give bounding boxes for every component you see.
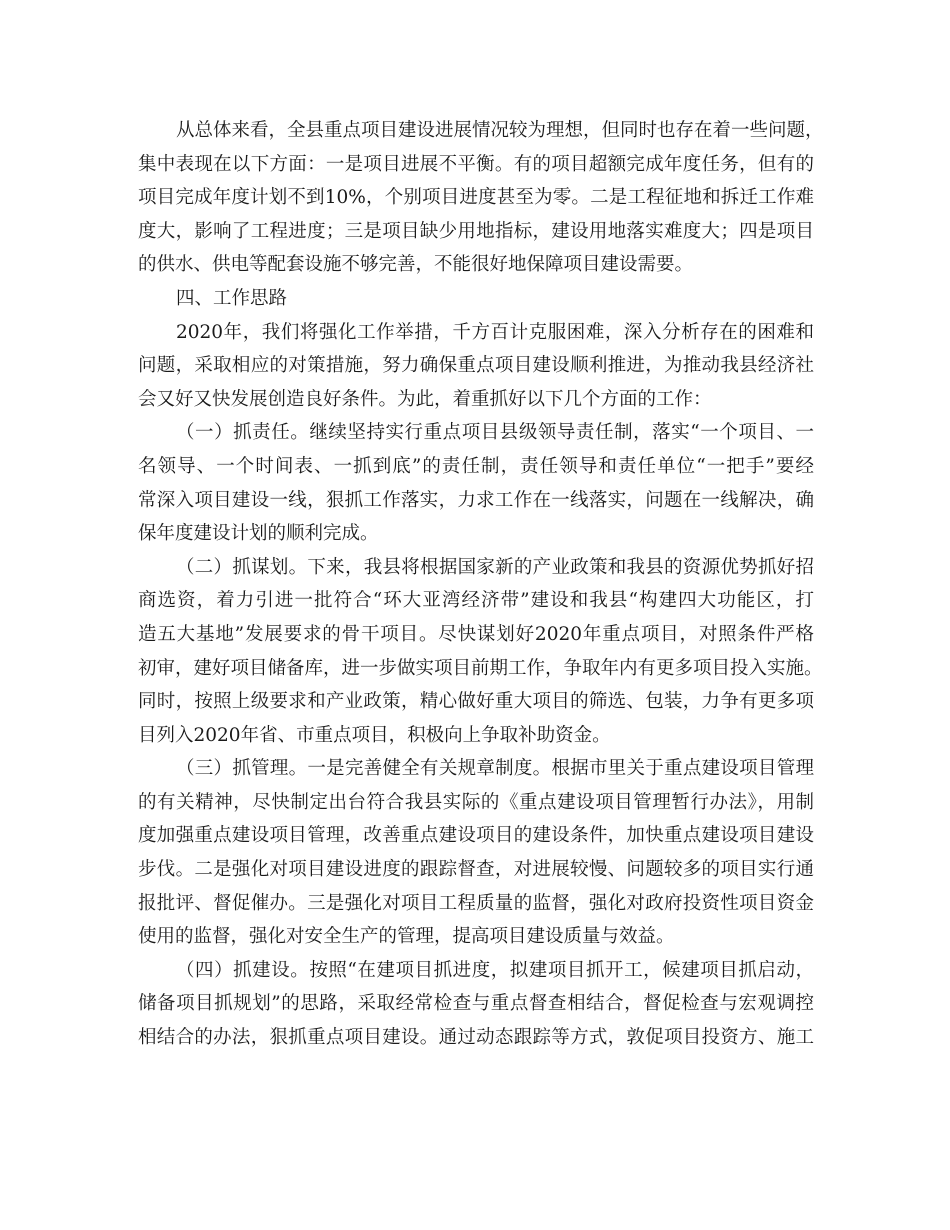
text-line: 初审，建好项目储备库，进一步做实项目前期工作，争取年内有更多项目投入实施。 xyxy=(138,657,823,679)
text-line: 的有关精神，尽快制定出台符合我县实际的《重点建设项目管理暂行办法》，用制 xyxy=(138,791,814,813)
text-line: 名领导、一个时间表、一抓到底”的责任制，责任领导和责任单位“一把手”要经 xyxy=(138,455,814,477)
heading-text: 四、工作思路 xyxy=(176,287,288,309)
paragraph-management xyxy=(138,752,814,954)
text-line: 报批评、督促催办。三是强化对项目工程质量的监督，强化对政府投资性项目资金 xyxy=(138,892,814,914)
section-heading xyxy=(138,282,814,316)
paragraph-planning xyxy=(138,551,823,753)
text-line: 从总体来看，全县重点项目建设进展情况较为理想，但同时也存在着一些问题， xyxy=(176,120,824,141)
text-line: 问题，采取相应的对策措施，努力确保重点项目建设顺利推进，为推动我县经济社 xyxy=(138,355,814,377)
text-line: 度大，影响了工程进度；三是项目缺少用地指标，建设用地落实难度大；四是项目 xyxy=(138,220,814,242)
text-line: 造五大基地”发展要求的骨干项目。尽快谋划好2020年重点项目，对照条件严格 xyxy=(138,623,814,645)
text-line: （四）抓建设。按照“在建项目抓进度，拟建项目抓开工，候建项目抓启动， xyxy=(176,959,814,981)
text-line: 同时，按照上级要求和产业政策，精心做好重大项目的筛选、包装，力争有更多项 xyxy=(138,691,814,713)
paragraph-intro xyxy=(138,316,814,417)
text-line: 目列入2020年省、市重点项目，积极向上争取补助资金。 xyxy=(138,724,611,746)
text-line: 度加强重点建设项目管理，改善重点建设项目的建设条件，加快重点建设项目建设 xyxy=(138,825,814,847)
text-line: 步伐。二是强化对项目建设进度的跟踪督查，对进展较慢、问题较多的项目实行通 xyxy=(138,859,814,881)
text-line: （二）抓谋划。下来，我县将根据国家新的产业政策和我县的资源优势抓好招 xyxy=(176,556,814,578)
paragraph-construction xyxy=(138,954,814,1055)
text-line: 储备项目抓规划”的思路，采取经常检查与重点督查相结合，督促检查与宏观调控 xyxy=(138,993,814,1015)
text-line: 常深入项目建设一线，狠抓工作落实，力求工作在一线落实，问题在一线解决，确 xyxy=(138,489,814,511)
document-body xyxy=(138,114,824,1055)
text-line: 相结合的办法，狠抓重点项目建设。通过动态跟踪等方式，敦促项目投资方、施工 xyxy=(138,1027,814,1049)
text-line: 商选资，着力引进一批符合“环大亚湾经济带”建设和我县“构建四大功能区，打 xyxy=(138,590,814,612)
text-line: 项目完成年度计划不到10%，个别项目进度甚至为零。二是工程征地和拆迁工作难 xyxy=(138,187,814,209)
text-line: 2020年，我们将强化工作举措，千方百计克服困难，深入分析存在的困难和 xyxy=(176,321,814,343)
text-line: 保年度建设计划的顺利完成。 xyxy=(138,523,379,545)
paragraph-responsibility xyxy=(138,416,814,550)
text-line: （一）抓责任。继续坚持实行重点项目县级领导责任制，落实“一个项目、一 xyxy=(176,422,814,444)
text-line: 会又好又快发展创造良好条件。为此，着重抓好以下几个方面的工作： xyxy=(138,388,712,410)
text-line: 的供水、供电等配套设施不够完善，不能很好地保障项目建设需要。 xyxy=(138,254,694,276)
text-line: （三）抓管理。一是完善健全有关规章制度。根据市里关于重点建设项目管理 xyxy=(176,758,814,780)
text-line: 集中表现在以下方面：一是项目进展不平衡。有的项目超额完成年度任务，但有的 xyxy=(138,153,814,175)
paragraph-problems xyxy=(138,114,824,282)
text-line: 使用的监督，强化对安全生产的管理，提高项目建设质量与效益。 xyxy=(138,926,675,948)
